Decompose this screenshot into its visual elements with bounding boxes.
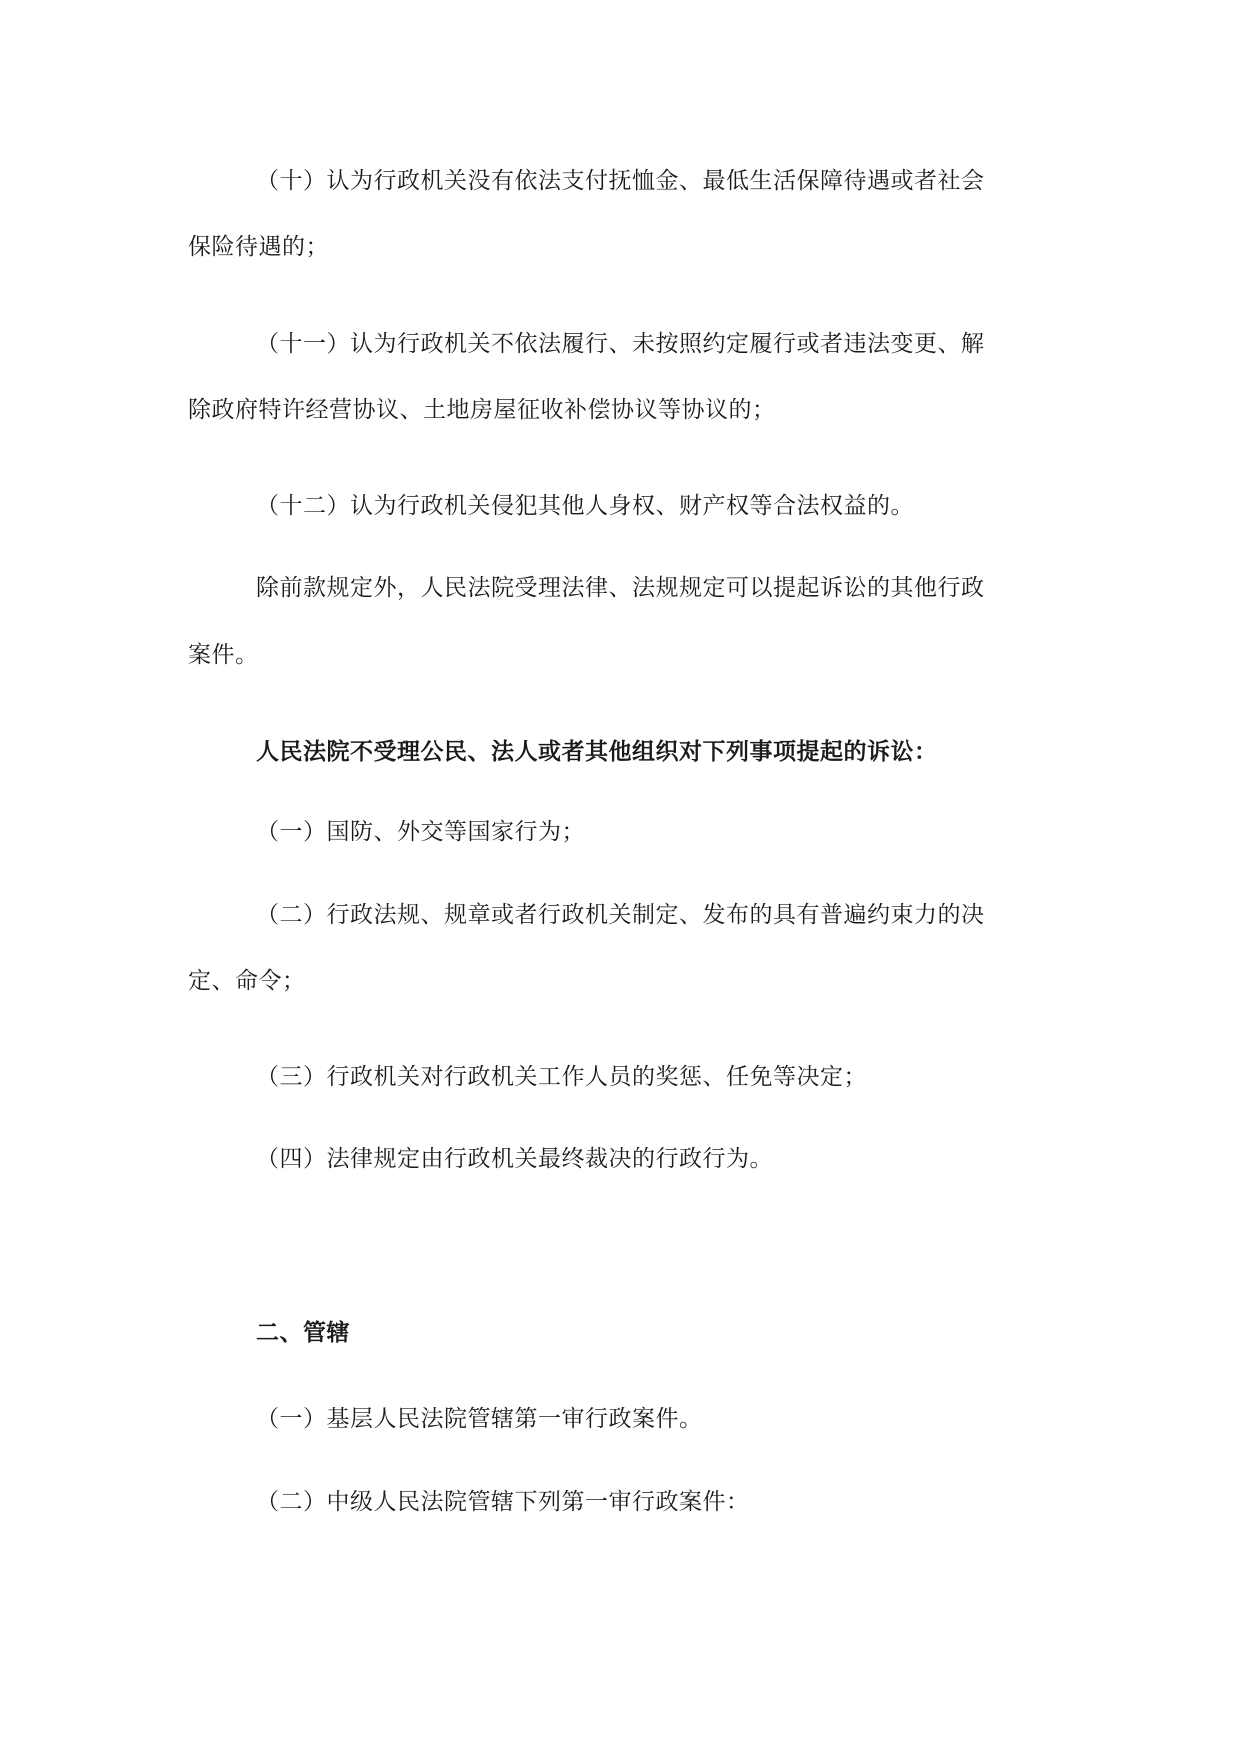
not-accepted-item-2-line-1: （二）行政法规、规章或者行政机关制定、发布的具有普遍约束力的决 xyxy=(256,902,985,928)
section-heading-not-accepted: 人民法院不受理公民、法人或者其他组织对下列事项提起的诉讼： xyxy=(256,738,938,765)
not-accepted-item-4: （四）法律规定由行政机关最终裁决的行政行为。 xyxy=(256,1146,773,1172)
not-accepted-item-1: （一）国防、外交等国家行为； xyxy=(256,819,585,845)
not-accepted-item-2-line-2: 定、命令； xyxy=(188,968,306,994)
paragraph-item-10-line-1: （十）认为行政机关没有依法支付抚恤金、最低生活保障待遇或者社会 xyxy=(256,168,985,194)
paragraph-item-10-line-2: 保险待遇的； xyxy=(188,234,329,260)
jurisdiction-item-2: （二）中级人民法院管辖下列第一审行政案件： xyxy=(256,1489,750,1515)
paragraph-item-11-line-2: 除政府特许经营协议、土地房屋征收补偿协议等协议的； xyxy=(188,397,776,423)
paragraph-other-cases-line-2: 案件。 xyxy=(188,642,259,668)
not-accepted-item-3: （三）行政机关对行政机关工作人员的奖惩、任免等决定； xyxy=(256,1064,867,1090)
paragraph-item-11-line-1: （十一）认为行政机关不依法履行、未按照约定履行或者违法变更、解 xyxy=(256,331,985,357)
paragraph-item-12: （十二）认为行政机关侵犯其他人身权、财产权等合法权益的。 xyxy=(256,493,914,519)
section-heading-jurisdiction: 二、管辖 xyxy=(256,1319,350,1346)
paragraph-other-cases-line-1: 除前款规定外，人民法院受理法律、法规规定可以提起诉讼的其他行政 xyxy=(256,575,985,601)
jurisdiction-item-1: （一）基层人民法院管辖第一审行政案件。 xyxy=(256,1406,703,1432)
